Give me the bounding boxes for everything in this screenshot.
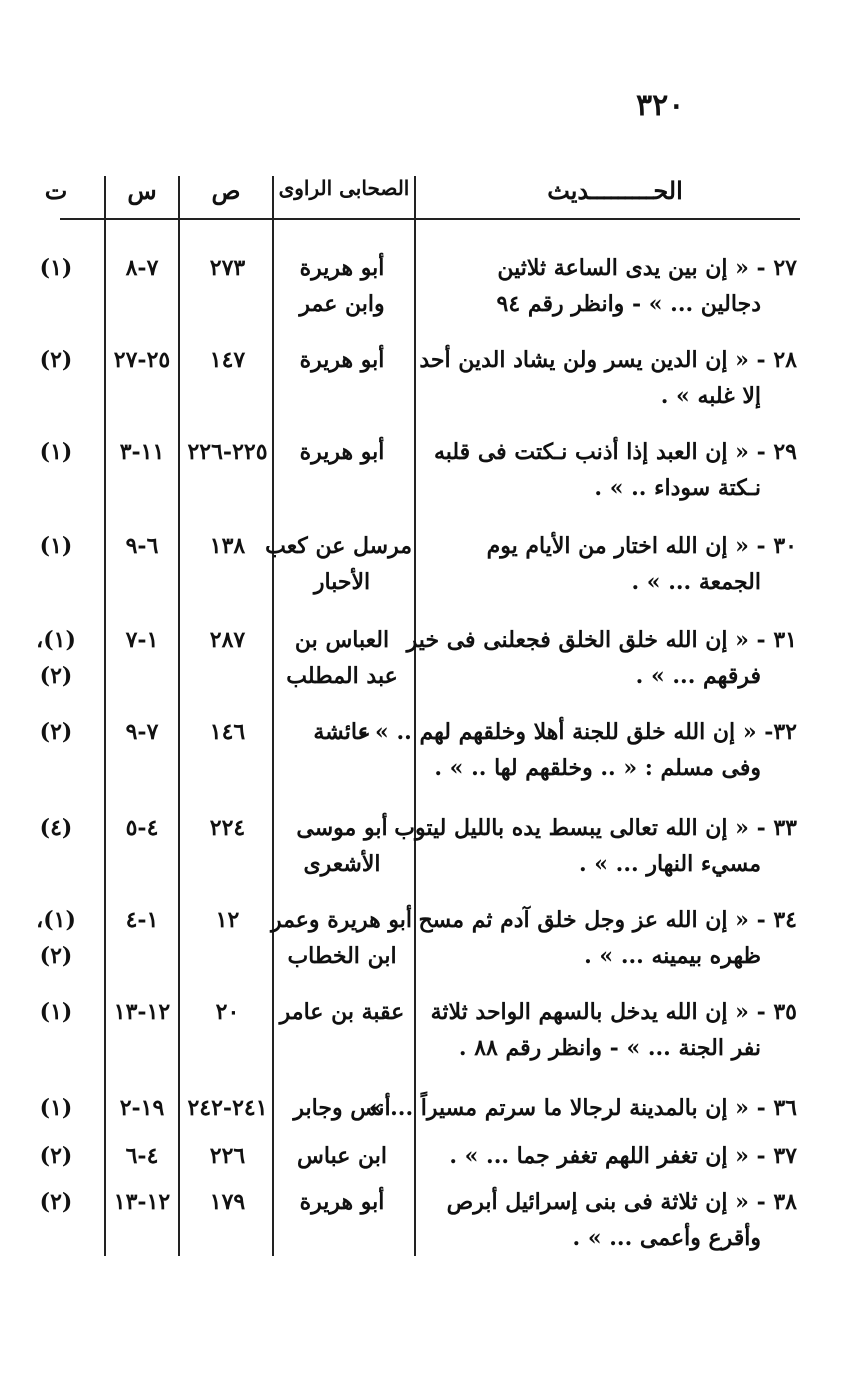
note-ref-line: (٢) [39, 347, 73, 373]
note-ref [8, 622, 104, 694]
header-rule [60, 218, 800, 220]
hadith-text [417, 434, 797, 506]
page-ref: ١٤٦ [209, 719, 246, 745]
page-ref: ٢٨٧ [209, 627, 246, 653]
hadith-text-line: إلا غلبه » . [660, 383, 761, 409]
narrator-line: أبو هريرة [299, 1189, 385, 1215]
narrator [272, 810, 412, 882]
hadith-text-line: نـكتة سوداء .. » . [594, 475, 761, 501]
hadith-text-line: ٢٩ - « إن العبد إذا أذنب نـكتت فى قلبه [433, 439, 797, 465]
line-ref: ١٩-٢ [119, 1095, 165, 1121]
page-ref: ١٤٧ [209, 347, 246, 373]
line-ref: ٢٥-٢٧ [113, 347, 171, 373]
note-ref [8, 994, 104, 1030]
narrator [272, 994, 412, 1030]
page-ref: ١٢ [215, 907, 240, 933]
note-ref [8, 434, 104, 470]
hadith-text [394, 810, 797, 882]
header-rawi: الصحابى الراوى [278, 176, 410, 200]
narrator-line: أنس وجابر [293, 1095, 391, 1121]
hadith-text [417, 528, 797, 600]
page-ref: ٢٢٤ [209, 815, 246, 841]
header-page: ص [211, 176, 241, 205]
note-ref [8, 1184, 104, 1220]
note-ref [8, 902, 104, 974]
hadith-text-line: ٣١ - « إن الله خلق الخلق فجعلنى فى خير [406, 627, 797, 653]
narrator-line: مرسل عن كعب [265, 533, 412, 559]
hadith-text [368, 1090, 797, 1126]
hadith-text [417, 1184, 797, 1256]
line-ref: ١١-٣ [119, 439, 165, 465]
page-ref: ١٧٩ [209, 1189, 246, 1215]
note-ref-line: (١) [39, 999, 73, 1025]
hadith-text-line: ظهره بيمينه ... » . [584, 943, 761, 969]
header-note: ت [44, 176, 68, 205]
line-ref: ١-٧ [125, 627, 159, 653]
page-ref: ٢٠ [215, 999, 240, 1025]
narrator [272, 250, 412, 322]
hadith-text [358, 714, 797, 786]
narrator [272, 1184, 412, 1220]
note-ref-line: (٢) [39, 1189, 73, 1215]
hadith-text-line: ٣٢- « إن الله خلق للجنة أهلا وخلقهم لهم .. » - [358, 719, 797, 745]
narrator [272, 434, 412, 470]
narrator-line: أبو هريرة [299, 347, 385, 373]
narrator-line: وابن عمر [299, 291, 385, 317]
line-ref: ٧-٨ [125, 255, 159, 281]
note-ref [8, 810, 104, 846]
page-ref: ١٣٨ [209, 533, 246, 559]
line-ref: ٤-٥ [125, 815, 159, 841]
narrator [272, 1090, 412, 1126]
page-number: ٣٢٠ [636, 88, 685, 123]
page-ref: ٢٤١-٢٤٢ [187, 1095, 268, 1121]
note-ref-line: (٢) [39, 663, 73, 689]
hadith-text-line: نفر الجنة ... » - وانظر رقم ٨٨ . [458, 1035, 761, 1061]
hadith-text-line: فرقهم ... » . [635, 663, 761, 689]
narrator [272, 902, 412, 974]
hadith-text-line: دجالين ... » - وانظر رقم ٩٤ [496, 291, 761, 317]
hadith-text-line: ٣٣ - « إن الله تعالى يبسط يده بالليل ليتوب [394, 815, 797, 841]
hadith-text-line: ٣٨ - « إن ثلاثة فى بنى إسرائيل أبرص [446, 1189, 797, 1215]
narrator [272, 622, 412, 694]
narrator-line: الأشعرى [303, 851, 381, 877]
note-ref [8, 1138, 104, 1174]
hadith-text-line: ٣٧ - « إن تغفر اللهم تغفر جما ... » . [449, 1143, 797, 1169]
narrator [265, 528, 412, 600]
page-ref: ٢٢٦ [209, 1143, 246, 1169]
hadith-text-line: وفى مسلم : « .. وخلقهم لها .. » . [434, 755, 761, 781]
hadith-text [406, 622, 797, 694]
hadith-text [417, 1138, 797, 1174]
narrator-line: أبو هريرة [299, 439, 385, 465]
header-hadith: الحـــــــــديث [547, 176, 683, 205]
note-ref-line: (١) [39, 1095, 73, 1121]
narrator-line: الأحبار [313, 569, 371, 595]
narrator [272, 1138, 412, 1174]
narrator-line: عقبة بن عامر [279, 999, 405, 1025]
note-ref-line: (١)، [36, 907, 76, 933]
hadith-text-line: ٣٥ - « إن الله يدخل بالسهم الواحد ثلاثة [430, 999, 797, 1025]
note-ref-line: (٢) [39, 719, 73, 745]
page-ref: ٢٧٣ [209, 255, 246, 281]
narrator-line: العباس بن [294, 627, 390, 653]
hadith-text [417, 250, 797, 322]
hadith-text-line: ٣٠ - « إن الله اختار من الأيام يوم [486, 533, 797, 559]
note-ref [8, 1090, 104, 1126]
note-ref [8, 714, 104, 750]
note-ref-line: (٢) [39, 1143, 73, 1169]
line-ref: ٧-٩ [125, 719, 159, 745]
note-ref-line: (١) [39, 439, 73, 465]
note-ref-line: (٢) [39, 943, 73, 969]
note-ref-line: (١)، [36, 627, 76, 653]
hadith-text [417, 342, 797, 414]
note-ref [8, 250, 104, 286]
header-line: س [127, 176, 157, 205]
narrator-line: أبو موسى [296, 815, 388, 841]
hadith-text-line: ٣٤ - « إن الله عز وجل خلق آدم ثم مسح [418, 907, 797, 933]
narrator-line: أبو هريرة [299, 255, 385, 281]
note-ref [8, 528, 104, 564]
page-ref: ٢٢٥-٢٢٦ [187, 439, 268, 465]
narrator-line: أبو هريرة وعمر [270, 907, 412, 933]
line-ref: ١٢-١٣ [113, 1189, 171, 1215]
hadith-text-line: الجمعة ... » . [631, 569, 761, 595]
hadith-text-line: ٣٦ - « إن بالمدينة لرجالا ما سرتم مسيراً ... » [368, 1095, 797, 1121]
note-ref [8, 342, 104, 378]
line-ref: ١٢-١٣ [113, 999, 171, 1025]
line-ref: ٤-٦ [125, 1143, 159, 1169]
hadith-text-line: ٢٨ - « إن الدين يسر ولن يشاد الدين أحد [419, 347, 797, 373]
hadith-text [417, 994, 797, 1066]
note-ref-line: (٤) [39, 815, 73, 841]
hadith-text-line: وأقرع وأعمى ... » . [572, 1225, 761, 1251]
hadith-text-line: مسيء النهار ... » . [578, 851, 761, 877]
narrator-line: ابن الخطاب [287, 943, 397, 969]
narrator-line: عبد المطلب [286, 663, 398, 689]
line-ref: ٦-٩ [125, 533, 159, 559]
narrator-line: ابن عباس [297, 1143, 387, 1169]
line-ref: ١-٤ [125, 907, 159, 933]
narrator [272, 714, 412, 750]
note-ref-line: (١) [39, 255, 73, 281]
hadith-text-line: ٢٧ - « إن بين يدى الساعة ثلاثين [497, 255, 797, 281]
note-ref-line: (١) [39, 533, 73, 559]
narrator [272, 342, 412, 378]
narrator-line: عائشة [313, 719, 371, 745]
hadith-text [417, 902, 797, 974]
